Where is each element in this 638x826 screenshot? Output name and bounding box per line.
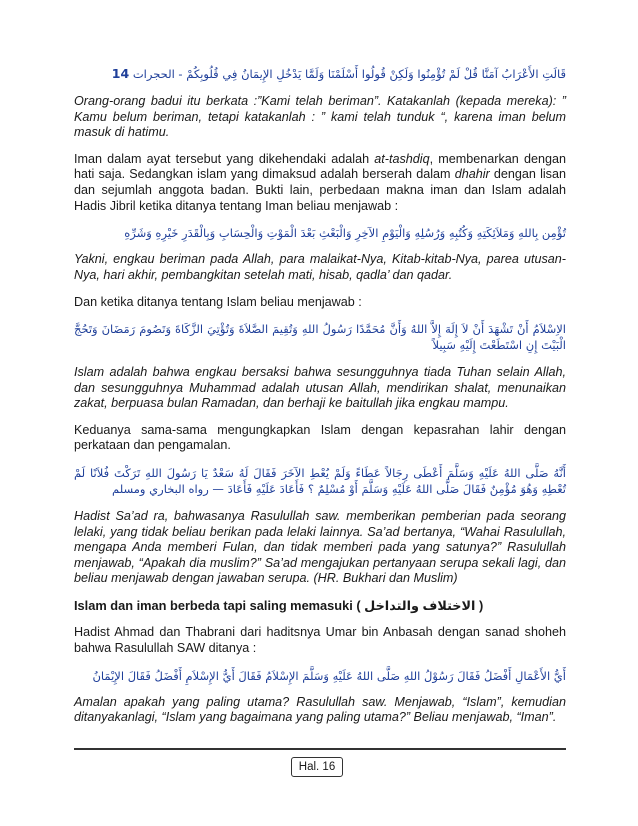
hadith-arabic: أَيُّ الأَعْمَالِ أَفْضَلُ فَقَالَ رَسُوْلُ اللهِ صَلَّى اللهُ عَلَيْهِ وَسَلَّمَ الإِسْلاَمُ فَقَالَ أَيُّ الإِسْلاَمِ أَفْضَلُ فَقَالَ الإِيْمَانُ: [92, 668, 566, 683]
verse-text: قَالَتِ الأَعْرَابُ آمَنَّا قُلْ لَمْ تُؤْمِنُوا وَلَكِنْ قُولُوا أَسْلَمْنَا وَلَمَّا يَدْخُلِ الإِيمَانُ فِي قُلُوبِكُمْ - الحجرات: [132, 67, 566, 81]
footer-divider: [74, 748, 566, 750]
body-paragraph: [74, 152, 566, 214]
translation-paragraph: Yakni, engkau beriman pada Allah, para malaikat-Nya, Kitab-kitab-Nya, parea utusan-Nya, hari akhir, pembangkitan setelah mati, hisab, qadla’ dan qadar.: [74, 252, 566, 282]
hadith-arabic: الاِسْلاَمُ أَنْ تَشْهَدَ أَنْ لاَ إِلَهَ إِلاَّ اللهُ وَأَنَّ مُحَمَّدًا رَسُولُ اللهِ وَتُقِيمَ الصَّلاَةَ وَتُؤْتِيَ الزَّكَاةَ وَتَصُومَ رَمَضَانَ وَتَحُجَّ الْبَيْتَ إِنِ اسْتَطَعْتَ إِلَيْهِ سَبِيلاً: [74, 321, 566, 352]
section-heading: Islam dan iman berbeda tapi saling memasuki ( الاختلاف والتداخل ): [74, 597, 484, 613]
term-italic: at-tashdiq: [374, 151, 430, 166]
term-italic: dhahir: [454, 167, 490, 182]
text-run: , membenarkan dengan hati saja. Sedangkan islam yang dimaksud adalah berserah dalam: [74, 151, 566, 182]
translation-paragraph: Amalan apakah yang paling utama? Rasulullah saw. Menjawab, “Islam”, kemudian ditanyakanlagi, “Islam yang bagaimana yang paling utama?” Beliau menjawab, “Iman”.: [74, 694, 566, 725]
page-number-box: Hal. 16: [291, 757, 343, 777]
body-paragraph: Dan ketika ditanya tentang Islam beliau menjawab :: [74, 295, 362, 310]
page-content: [74, 66, 566, 726]
text-run: Iman dalam ayat tersebut yang dikehendaki adalah: [74, 151, 375, 166]
hadith-arabic: أَنَّهُ صَلَّى اللهُ عَلَيْهِ وَسَلَّمَ أَعْطَى رِجَالاً عَطَاءً وَلَمْ يُعْطِ الآخَرَ فَقَالَ لَهُ سَعْدٌ يَا رَسُولَ اللهِ تَرَكْتَ فُلاَنًا لَمْ تُعْطِهِ وَهُوَ مُؤْمِنٌ فَقَالَ صَلَّى اللهُ عَلَيْهِ وَسَلَّمَ أَوْ مُسْلِمٌ ؟ فَأَعَادَ عَلَيْهِ فَأَعَادَ — رواه البخاري ومسلم: [74, 465, 566, 496]
translation-paragraph: Hadist Sa’ad ra, bahwasanya Rasulullah saw. memberikan pemberian pada seorang lelaki, yang tidak beliau berikan pada lelaki lainnya. Sa’ad bertanya, “Wahai Rasulullah, mengapa Anda memberi Fulan, dan tidak memberi pada yang satunya?” Rasulullah menjawab, “Apakah dia muslim?” Sa’ad mengajukan pertanyaan serupa sekali lagi, dan beliau menjawab dengan jawaban serupa. (HR. Bukhari dan Muslim): [74, 508, 566, 586]
hadith-arabic: تُؤْمِن بِاللهِ وَمَلاَئِكَتِهِ وَكُتُبِهِ وَرُسُلِهِ وَالْيَوْمِ الآخِرِ وَالْبَعْثِ بَعْدَ الْمَوْتِ وَالْحِسَابِ وَبِالْقَدَرِ خَيْرِهِ وَشَرِّهِ: [124, 226, 566, 241]
text-run: dengan lisan dan sejumlah anggota badan. Bukti lain, perbedaan makna iman dan Islam adalah Hadis Jibril ketika ditanya tentang Iman beliau menjawab :: [74, 167, 566, 213]
quran-verse: [74, 66, 566, 82]
body-paragraph: Hadist Ahmad dan Thabrani dari haditsnya Umar bin Anbasah dengan sanad shoheh bahwa Rasulullah SAW ditanya :: [74, 625, 566, 656]
verse-number: 14: [111, 66, 130, 81]
translation-paragraph: Orang-orang badui itu berkata :”Kami telah beriman”. Katakanlah (kepada mereka): ” Kamu belum beriman, tetapi katakanlah : ” kami telah tunduk “, karena iman belum masuk di hatimu.: [74, 94, 566, 140]
translation-paragraph: Islam adalah bahwa engkau bersaksi bahwa sesungguhnya tiada Tuhan selain Allah, dan sesungguhnya Muhammad adalah utusan Allah, mendirikan shalat, menunaikan zakat, berpuasa bulan Ramadan, dan berhaji ke baitullah jika engkau mampu.: [74, 364, 566, 411]
body-paragraph: Keduanya sama-sama mengungkapkan Islam dengan kepasrahan lahir dengan perkataan dan pengamalan.: [74, 422, 566, 453]
